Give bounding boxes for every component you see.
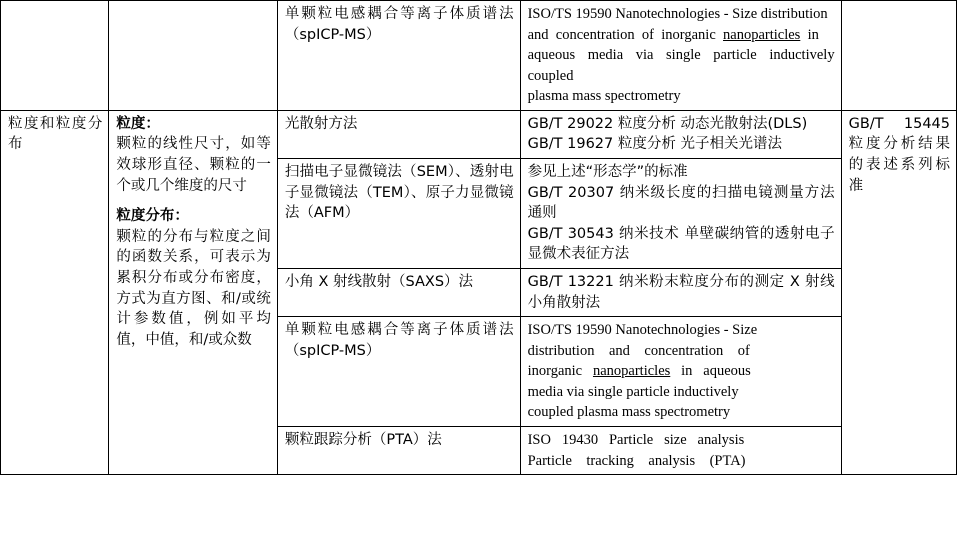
underlined-term-nanoparticles: nanoparticles — [723, 26, 801, 43]
definition-spacer — [116, 196, 271, 206]
definition-block-size: 粒度： 颗粒的线性尺寸，如等效球形直径、颗粒的一个或几个维度的尺寸 — [116, 115, 271, 194]
cell-standard-saxs: GB/T 13221 纳米粉末粒度分布的测定 X 射线小角散射法 — [520, 268, 841, 316]
cell-method-spicpms-top: 单颗粒电感耦合等离子体质谱法（spICP-MS） — [277, 1, 520, 111]
cell-standard-electron-microscopy: 参见上述“形态学”的标准 GB/T 20307 纳米级长度的扫描电镜测量方法通则 GB/T 30543 纳米技术 单壁碳纳管的透射电子显微术表征方法 — [520, 159, 841, 269]
cell-standard-spicpms-bottom: ISO/TS 19590 Nanotechnologies - Size distribution and concentration of inorganic nanoparticles in aqueous media via single particle inductively coupled plasma mass spectrometry — [520, 317, 841, 427]
underlined-term-nanoparticles-2: nanoparticles — [592, 363, 671, 380]
cell-standard-light-scattering: GB/T 29022 粒度分析 动态光散射法(DLS) GB/T 19627 粒度分析 光子相关光谱法 — [520, 110, 841, 158]
cell-method-spicpms-bottom: 单颗粒电感耦合等离子体质谱法（spICP-MS） — [277, 317, 520, 427]
cell-method-saxs: 小角 X 射线散射（SAXS）法 — [277, 268, 520, 316]
cell-category-particle-size: 粒度和粒度分布 — [1, 110, 109, 474]
table-row — [1, 110, 957, 158]
cell-definition-particle-size — [109, 110, 278, 474]
definition-block-distribution: 粒度分布： 颗粒的分布与粒度之间的函数关系，可表示为累积分布或分布密度，方式为直方图、和/或统计参数值，例如平均值，中值，和/或众数 — [116, 208, 271, 348]
cell-standard-pta: ISO 19430 Particle size analysis Particle tracking analysis (PTA) — [520, 426, 841, 474]
cell-definition-empty-top — [109, 1, 278, 111]
cell-standard-spicpms-top: ISO/TS 19590 Nanotechnologies - Size distribution and concentration of inorganic nanoparticles in aqueous media via single particle inductively coupled plasma mass spectrometry — [520, 1, 841, 111]
cell-last-gbt15445: GB/T 15445 粒度分析结果的表述系列标准 — [841, 110, 956, 474]
cell-method-pta: 颗粒跟踪分析（PTA）法 — [277, 426, 520, 474]
cell-method-electron-microscopy: 扫描电子显微镜法（SEM）、透射电子显微镜法（TEM）、原子力显微镜法（AFM） — [277, 159, 520, 269]
cell-method-light-scattering: 光散射方法 — [277, 110, 520, 158]
cell-category-empty-top — [1, 1, 109, 111]
table-row — [1, 1, 957, 111]
cell-last-empty-top — [841, 1, 956, 111]
